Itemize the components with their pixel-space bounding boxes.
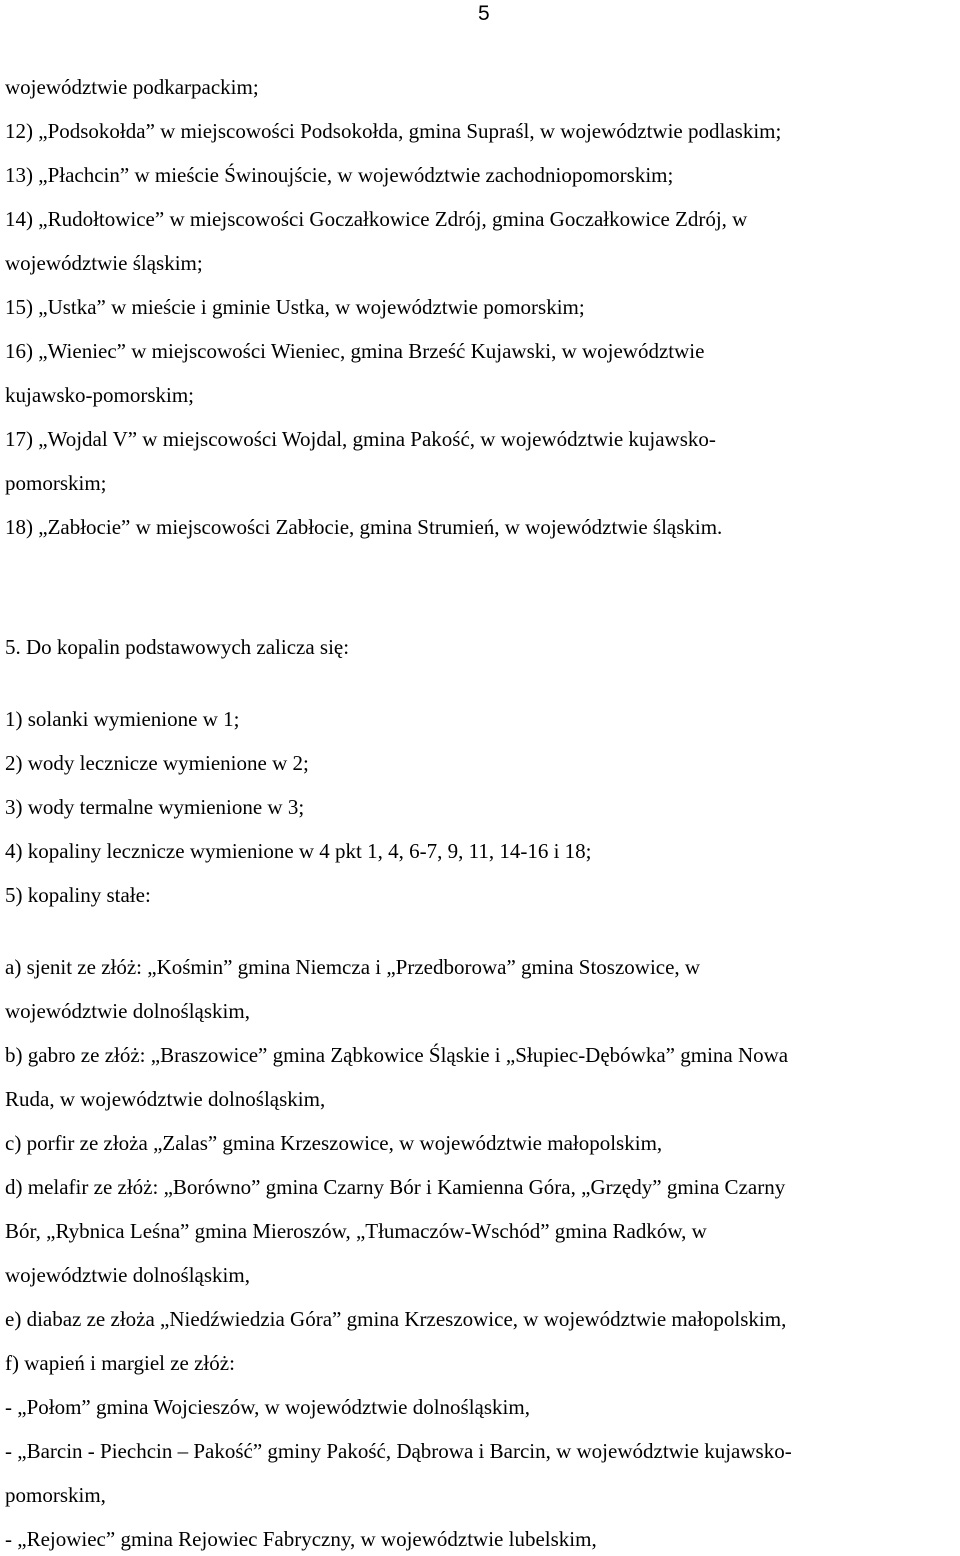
text-line: a) sjenit ze złóż: „Kośmin” gmina Niemcza i „Przedborowa” gmina Stoszowice, w: [5, 955, 701, 979]
text-line: - „Rejowiec” gmina Rejowiec Fabryczny, w województwie lubelskim,: [5, 1527, 597, 1551]
text-line: 5) kopaliny stałe:: [5, 883, 151, 907]
text-line: pomorskim;: [5, 471, 107, 495]
text-line: województwie dolnośląskim,: [5, 1263, 250, 1287]
text-line: - „Barcin - Piechcin – Pakość” gminy Pakość, Dąbrowa i Barcin, w województwie kujawsko-: [5, 1439, 792, 1463]
text-line: 18) „Zabłocie” w miejscowości Zabłocie, gmina Strumień, w województwie śląskim.: [5, 515, 723, 539]
text-line: województwie dolnośląskim,: [5, 999, 250, 1023]
text-line: 14) „Rudołtowice” w miejscowości Goczałkowice Zdrój, gmina Goczałkowice Zdrój, w: [5, 207, 748, 231]
text-line: Bór, „Rybnica Leśna” gmina Mieroszów, „Tłumaczów-Wschód” gmina Radków, w: [5, 1219, 707, 1243]
text-line: e) diabaz ze złoża „Niedźwiedzia Góra” gmina Krzeszowice, w województwie małopolskim,: [5, 1307, 787, 1331]
text-line: 2) wody lecznicze wymienione w 2;: [5, 751, 309, 775]
text-line: pomorskim,: [5, 1483, 106, 1507]
text-line: c) porfir ze złoża „Zalas” gmina Krzeszowice, w województwie małopolskim,: [5, 1131, 663, 1155]
text-line: d) melafir ze złóż: „Borówno” gmina Czarny Bór i Kamienna Góra, „Grzędy” gmina Czarny: [5, 1175, 786, 1199]
text-line: 15) „Ustka” w mieście i gminie Ustka, w województwie pomorskim;: [5, 295, 585, 319]
text-line: f) wapień i margiel ze złóż:: [5, 1351, 235, 1375]
text-line: 3) wody termalne wymienione w 3;: [5, 795, 305, 819]
text-line: 17) „Wojdal V” w miejscowości Wojdal, gmina Pakość, w województwie kujawsko-: [5, 427, 716, 451]
text-line: - „Połom” gmina Wojcieszów, w województwie dolnośląskim,: [5, 1395, 530, 1419]
section-heading: 5. Do kopalin podstawowych zalicza się:: [5, 635, 350, 659]
text-line: kujawsko-pomorskim;: [5, 383, 194, 407]
page-number: 5: [478, 2, 490, 25]
text-line: 13) „Płachcin” w mieście Świnoujście, w województwie zachodniopomorskim;: [5, 163, 674, 187]
text-line: województwie podkarpackim;: [5, 75, 259, 99]
text-line: 12) „Podsokołda” w miejscowości Podsokołda, gmina Supraśl, w województwie podlaskim;: [5, 119, 782, 143]
text-line: 16) „Wieniec” w miejscowości Wieniec, gmina Brześć Kujawski, w województwie: [5, 339, 705, 363]
text-line: 4) kopaliny lecznicze wymienione w 4 pkt 1, 4, 6-7, 9, 11, 14-16 i 18;: [5, 839, 592, 863]
text-line: b) gabro ze złóż: „Braszowice” gmina Ząbkowice Śląskie i „Słupiec-Dębówka” gmina Nowa: [5, 1043, 789, 1067]
text-line: Ruda, w województwie dolnośląskim,: [5, 1087, 326, 1111]
text-line: 1) solanki wymienione w 1;: [5, 707, 240, 731]
text-line: województwie śląskim;: [5, 251, 203, 275]
